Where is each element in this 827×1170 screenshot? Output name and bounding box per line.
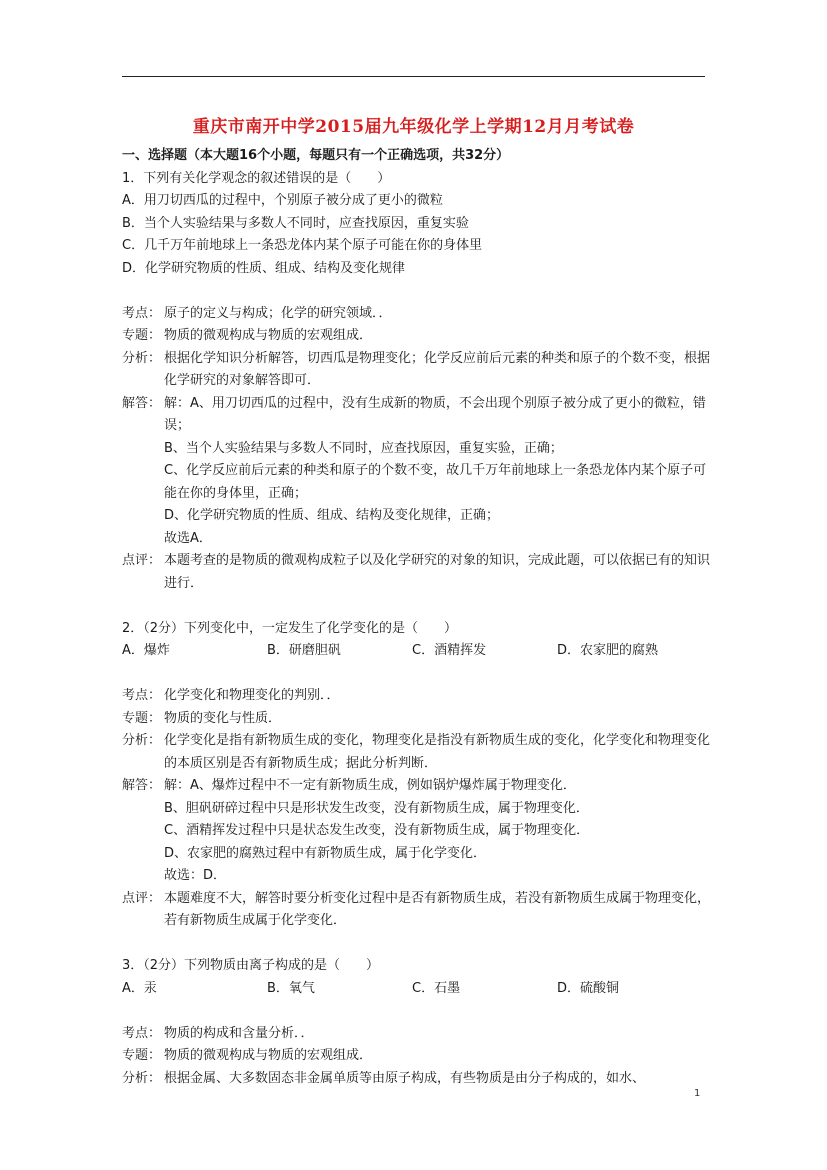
question-1-option-c: C．几千万年前地球上一条恐龙体内某个原子可能在你的身体里 — [122, 238, 483, 253]
question-3-option-d: D．硫酸铜 — [557, 980, 620, 996]
jieda-line: 解：A、爆炸过程中不一定有新物质生成，例如锅炉爆炸属于物理变化． — [164, 778, 576, 793]
zhuanti-label: 专题： — [122, 328, 162, 343]
fenxi-text: 根据化学知识分析解答，切西瓜是物理变化；化学反应前后元素的种类和原子的个数不变，根据化学研究的对象解答即可． — [164, 350, 711, 388]
dianping-label: 点评： — [122, 553, 162, 568]
jieda-line: D、农家肥的腐熟过程中有新物质生成，属于化学变化． — [164, 845, 487, 861]
zhuanti-label: 专题： — [122, 710, 162, 726]
fenxi-label: 分析： — [122, 350, 162, 366]
jieda-line: C、化学反应前后元素的种类和原子的个数不变，故几千万年前地球上一条恐龙体内某个原子可能在你的身体里，正确； — [164, 463, 707, 501]
jieda-label: 解答： — [122, 395, 162, 411]
kaodian-text: 物质的构成和含量分析．． — [164, 1025, 314, 1041]
page-title: 重庆市南开中学2015届九年级化学上学期12月月考试卷 — [192, 117, 635, 137]
question-2-stem: 2．（2分）下列变化中，一定发生了化学变化的是（ ） — [122, 620, 458, 636]
q2-dianping — [122, 888, 712, 933]
question-2-options — [122, 640, 712, 663]
jieda-line: 故选A． — [164, 530, 212, 546]
jieda-label: 解答： — [122, 778, 162, 793]
q1-jieda — [122, 393, 712, 551]
question-1-stem: 1．下列有关化学观念的叙述错误的是（ ） — [122, 170, 391, 186]
question-3-option-b: B．氧气 — [267, 980, 315, 996]
question-3-stem: 3．（2分）下列物质由离子构成的是（ ） — [122, 958, 380, 973]
kaodian-text: 化学变化和物理变化的判别．． — [164, 688, 340, 703]
q2-kaodian — [122, 685, 712, 708]
zhuanti-text: 物质的变化与性质． — [164, 710, 282, 726]
q2-fenxi — [122, 730, 712, 775]
document-body — [122, 145, 712, 1090]
jieda-line: 解：A、用刀切西瓜的过程中，没有生成新的物质，不会出现个别原子被分成了更小的微粒，错误； — [164, 395, 706, 433]
header-rule — [122, 76, 705, 77]
kaodian-label: 考点： — [122, 305, 162, 321]
question-3-options — [122, 978, 712, 1001]
q3-kaodian — [122, 1023, 712, 1046]
jieda-line: B、当个人实验结果与多数人不同时，应查找原因，重复实验，正确； — [164, 440, 563, 456]
question-1-option-d: D．化学研究物质的性质、组成、结构及变化规律 — [122, 260, 406, 276]
question-2-option-c: C．酒精挥发 — [412, 643, 487, 658]
fenxi-label: 分析： — [122, 733, 162, 748]
question-3-option-a: A．汞 — [122, 980, 157, 996]
q3-fenxi — [122, 1068, 712, 1091]
kaodian-text: 原子的定义与构成；化学的研究领域．． — [164, 305, 392, 321]
jieda-line: D、化学研究物质的性质、组成、结构及变化规律，正确； — [164, 508, 500, 523]
jieda-line: C、酒精挥发过程中只是状态发生改变，没有新物质生成，属于物理变化． — [164, 823, 590, 838]
fenxi-text: 化学变化是指有新物质生成的变化，物理变化是指没有新物质生成的变化，化学变化和物理变化的本质区别是否有新物质生成；据此分析判断． — [164, 733, 711, 771]
q1-fenxi — [122, 348, 712, 393]
q1-kaodian — [122, 303, 712, 326]
dianping-text: 本题难度不大，解答时要分析变化过程中是否有新物质生成，若没有新物质生成属于物理变化，若有新物质生成属于化学变化． — [164, 890, 711, 928]
question-2-option-a: A．爆炸 — [122, 643, 170, 658]
question-1-option-a: A．用刀切西瓜的过程中，个别原子被分成了更小的微粒 — [122, 193, 443, 208]
q1-dianping — [122, 550, 712, 595]
zhuanti-text: 物质的微观构成与物质的宏观组成． — [164, 328, 373, 343]
q1-zhuanti — [122, 325, 712, 348]
question-2-option-d: D．农家肥的腐熟 — [557, 643, 659, 658]
zhuanti-text: 物质的微观构成与物质的宏观组成． — [164, 1048, 373, 1063]
question-1-option-b: B．当个人实验结果与多数人不同时，应查找原因，重复实验 — [122, 215, 469, 231]
q3-zhuanti — [122, 1045, 712, 1068]
q2-zhuanti — [122, 708, 712, 731]
kaodian-label: 考点： — [122, 1025, 162, 1041]
page-number: 1 — [694, 1088, 701, 1099]
q2-jieda — [122, 775, 712, 888]
fenxi-label: 分析： — [122, 1070, 162, 1086]
dianping-label: 点评： — [122, 890, 162, 906]
jieda-line: 故选：D． — [164, 868, 227, 883]
question-3-option-c: C．石墨 — [412, 980, 461, 996]
dianping-text: 本题考查的是物质的微观构成粒子以及化学研究的对象的知识，完成此题，可以依据已有的知识进行． — [164, 553, 711, 591]
zhuanti-label: 专题： — [122, 1048, 162, 1063]
kaodian-label: 考点： — [122, 688, 162, 703]
question-2-option-b: B．研磨胆矾 — [267, 643, 341, 658]
section-heading: 一、选择题（本大题16个小题，每题只有一个正确选项，共32分） — [122, 148, 510, 163]
fenxi-text: 根据金属、大多数固态非金属单质等由原子构成，有些物质是由分子构成的，如水、 — [164, 1070, 646, 1086]
jieda-line: B、胆矾研碎过程中只是形状发生改变，没有新物质生成，属于物理变化． — [164, 800, 589, 816]
